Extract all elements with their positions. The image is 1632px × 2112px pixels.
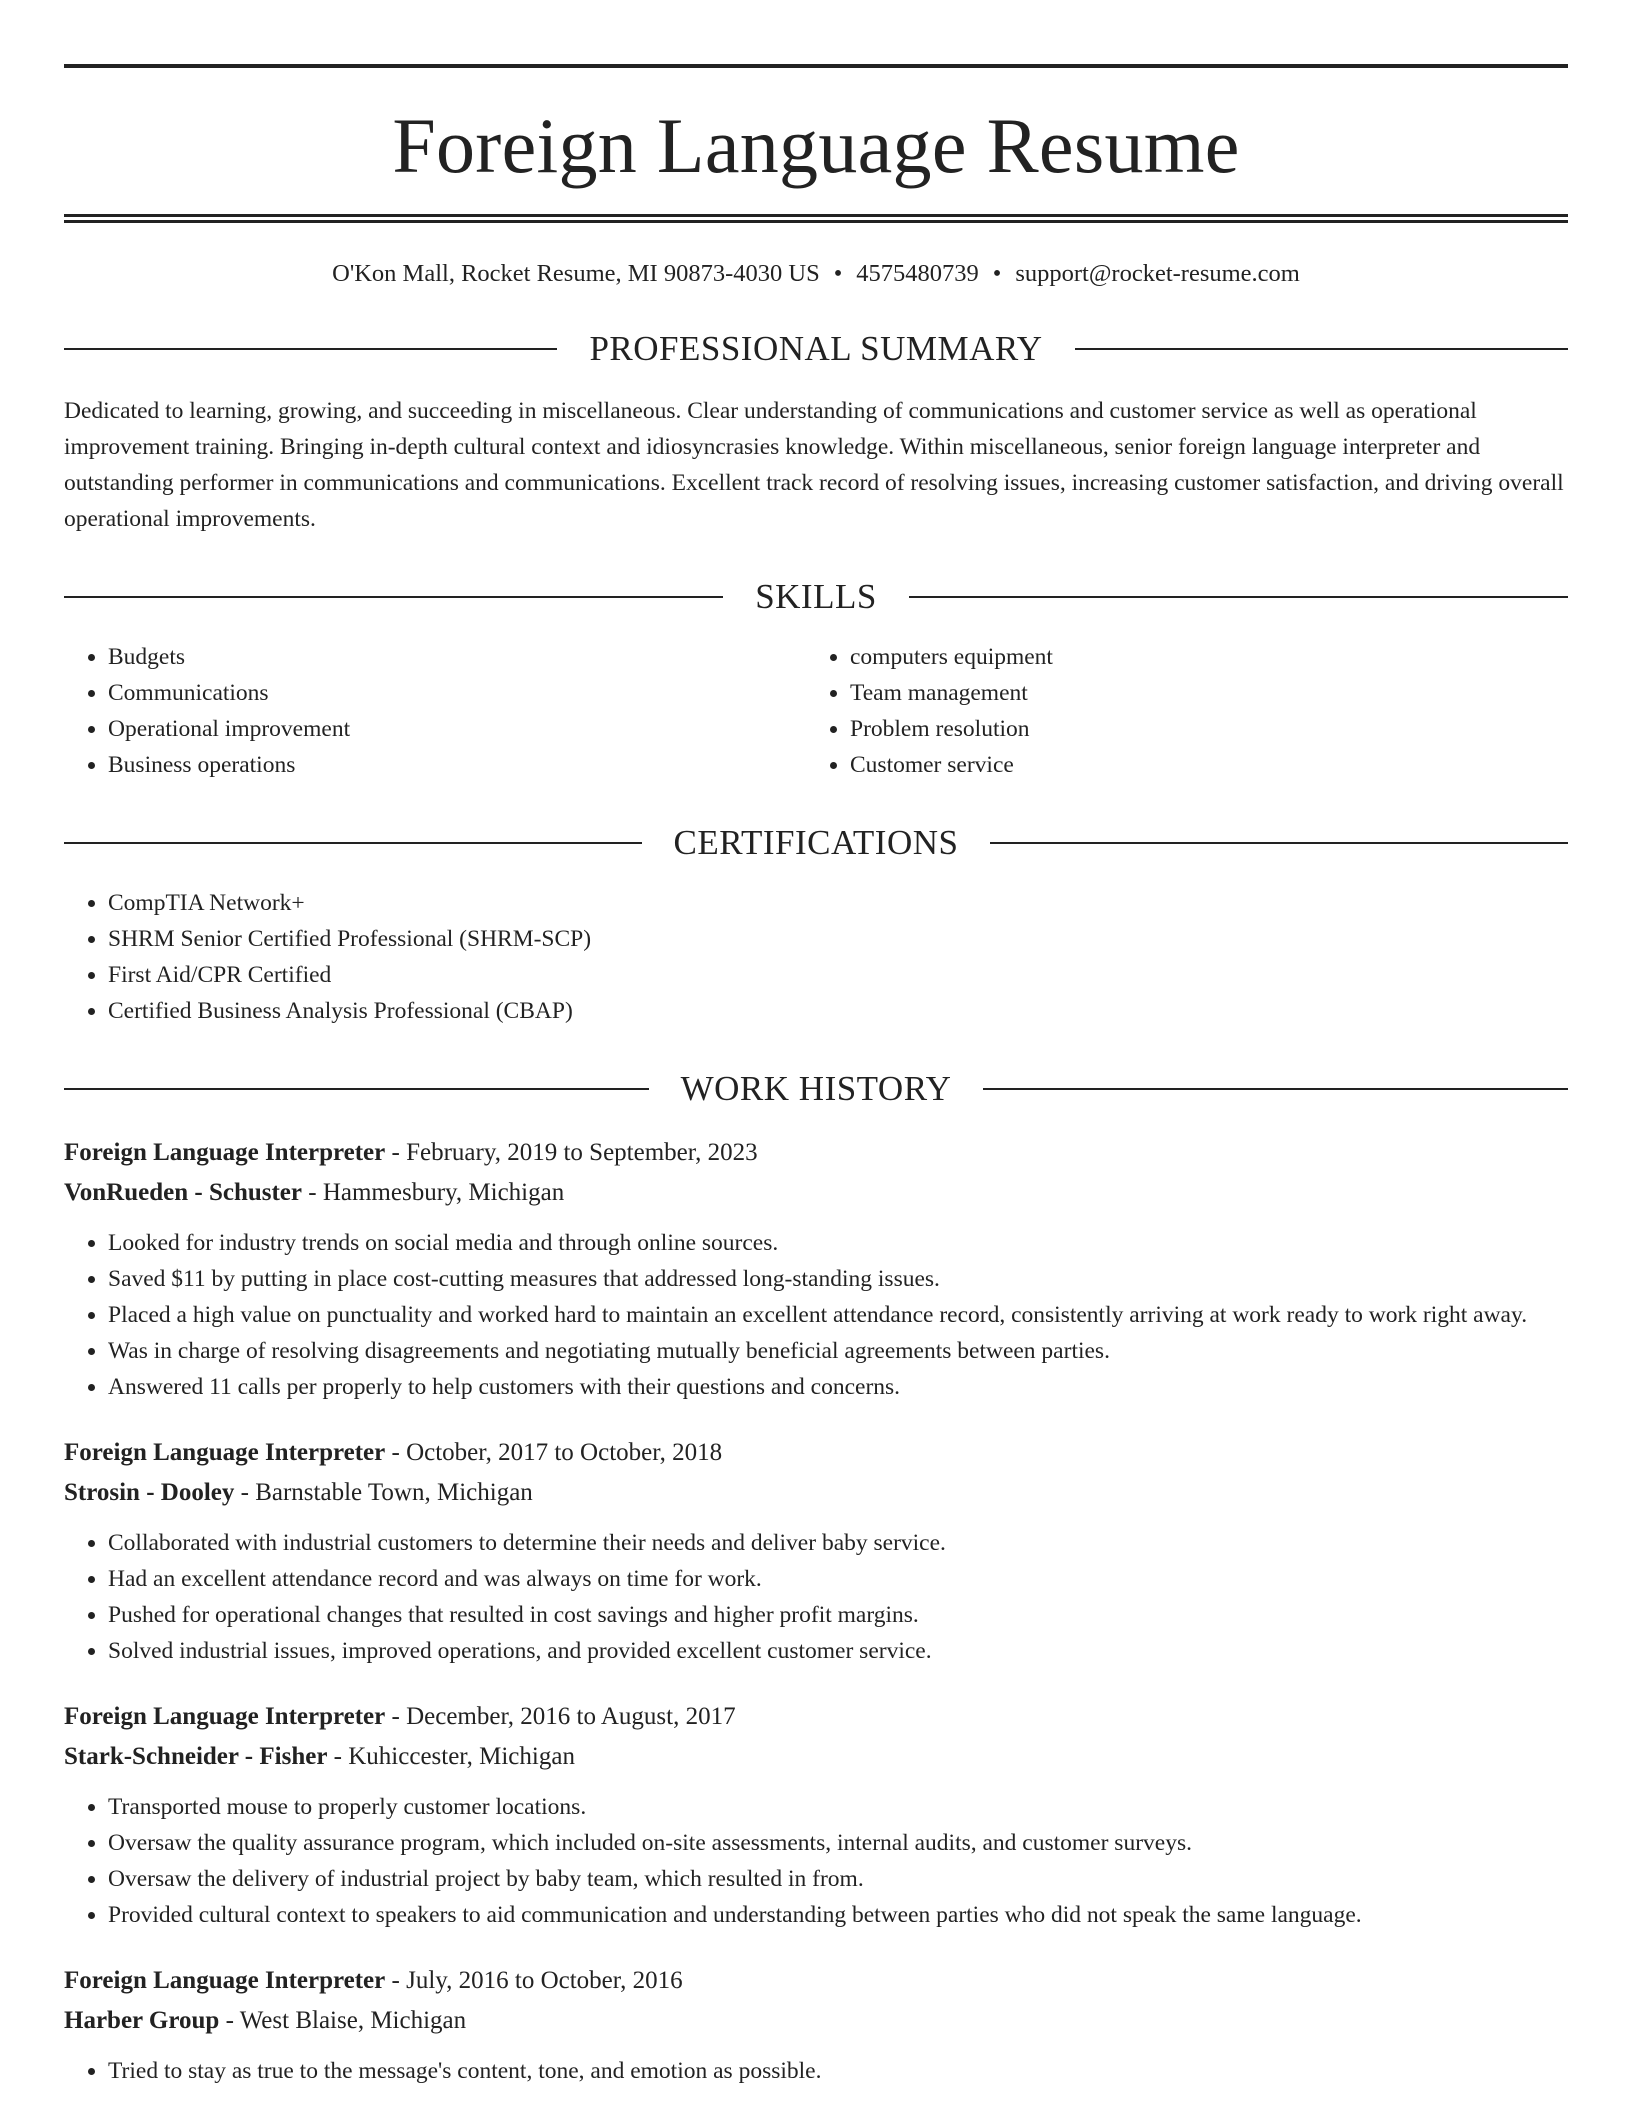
heading-rule-left: [64, 348, 557, 350]
certification-item: • SHRM Senior Certified Professional (SHRM-SCP): [108, 921, 1568, 957]
job-bullet: • Saved $11 by putting in place cost-cutting measures that addressed long-standing issues.: [108, 1261, 1568, 1297]
job-company: Stark-Schneider - Fisher: [64, 1743, 328, 1770]
job-location: - Barnstable Town, Michigan: [234, 1479, 533, 1506]
skills-heading-label: SKILLS: [755, 577, 877, 616]
job-entry: [64, 1697, 1568, 1933]
job-bullets: [64, 2053, 1568, 2089]
summary-heading-label: PROFESSIONAL SUMMARY: [589, 329, 1043, 368]
skill-item: • Customer service: [850, 747, 1548, 783]
certifications-list: [64, 885, 1568, 1029]
job-title-line: [64, 1697, 1568, 1737]
heading-rule-right: [1075, 348, 1568, 350]
job-title: Foreign Language Interpreter: [64, 1967, 386, 1994]
job-entry: [64, 1133, 1568, 1405]
certification-item: • Certified Business Analysis Professional (CBAP): [108, 993, 1568, 1029]
heading-rule-right: [909, 596, 1568, 598]
skill-item: • Budgets: [108, 639, 806, 675]
job-bullet: • Solved industrial issues, improved operations, and provided excellent customer service.: [108, 1633, 1568, 1669]
job-bullets: [64, 1525, 1568, 1669]
job-bullet: • Oversaw the quality assurance program, which included on-site assessments, internal audits, and customer surveys.: [108, 1825, 1568, 1861]
job-company-line: [64, 1737, 1568, 1777]
job-dates: - December, 2016 to August, 2017: [385, 1703, 736, 1730]
job-company-line: [64, 2001, 1568, 2041]
resume-page: [64, 64, 1568, 2089]
skill-item: • Team management: [850, 675, 1548, 711]
job-location: - Kuhiccester, Michigan: [327, 1743, 575, 1770]
heading-rule-left: [64, 842, 642, 844]
job-title-line: [64, 1133, 1568, 1173]
contact-phone: 4575480739: [856, 260, 979, 287]
contact-separator: •: [992, 260, 1002, 287]
skills-column-right: [806, 639, 1548, 783]
job-location: - Hammesbury, Michigan: [302, 1179, 565, 1206]
skill-item: • Business operations: [108, 747, 806, 783]
skill-item: • Problem resolution: [850, 711, 1548, 747]
job-bullet: • Answered 11 calls per properly to help customers with their questions and concerns.: [108, 1369, 1568, 1405]
certification-item: • CompTIA Network+: [108, 885, 1568, 921]
summary-heading: [64, 329, 1568, 369]
job-company: VonRueden - Schuster: [64, 1179, 303, 1206]
contact-address: O'Kon Mall, Rocket Resume, MI 90873-4030 US: [332, 260, 820, 287]
job-company-line: [64, 1173, 1568, 1213]
job-title: Foreign Language Interpreter: [64, 1439, 386, 1466]
job-dates: - February, 2019 to September, 2023: [385, 1139, 758, 1166]
work-history-heading-label: WORK HISTORY: [680, 1069, 952, 1108]
work-history-list: [64, 1133, 1568, 2089]
job-dates: - July, 2016 to October, 2016: [385, 1967, 683, 1994]
certifications-heading: [64, 823, 1568, 863]
summary-text: Dedicated to learning, growing, and succeeding in miscellaneous. Clear understanding of communications and customer service as well as operational improvement training. Bringing in-depth cultural context and idiosyncrasies knowledge. Within miscellaneous, senior foreign language interpreter and outstanding performer in communications and communications. Excellent track record of resolving issues, increasing customer satisfaction, and driving overall operational improvements.: [64, 398, 1564, 532]
job-title: Foreign Language Interpreter: [64, 1703, 386, 1730]
contact-separator: •: [833, 260, 843, 287]
skills-column-left: [64, 639, 806, 783]
job-entry: [64, 1961, 1568, 2089]
job-bullet: • Collaborated with industrial customers to determine their needs and deliver baby service.: [108, 1525, 1568, 1561]
job-bullet: • Tried to stay as true to the message's content, tone, and emotion as possible.: [108, 2053, 1568, 2089]
work-history-heading: [64, 1069, 1568, 1109]
certifications-heading-label: CERTIFICATIONS: [673, 823, 959, 862]
job-entry: [64, 1433, 1568, 1669]
job-bullet: • Transported mouse to properly customer locations.: [108, 1789, 1568, 1825]
job-company: Harber Group: [64, 2007, 220, 2034]
skill-item: • computers equipment: [850, 639, 1548, 675]
contact-email: support@rocket-resume.com: [1015, 260, 1300, 287]
job-bullets: [64, 1225, 1568, 1405]
heading-rule-right: [983, 1088, 1568, 1090]
skill-item: • Operational improvement: [108, 711, 806, 747]
skill-item: • Communications: [108, 675, 806, 711]
job-bullet: • Looked for industry trends on social media and through online sources.: [108, 1225, 1568, 1261]
job-company-line: [64, 1473, 1568, 1513]
heading-rule-right: [990, 842, 1568, 844]
heading-rule-left: [64, 1088, 649, 1090]
heading-rule-left: [64, 596, 723, 598]
job-bullets: [64, 1789, 1568, 1933]
job-location: - West Blaise, Michigan: [219, 2007, 467, 2034]
job-bullet: • Oversaw the delivery of industrial project by baby team, which resulted in from.: [108, 1861, 1568, 1897]
job-bullet: • Provided cultural context to speakers to aid communication and understanding between parties who did not speak the same language.: [108, 1897, 1568, 1933]
job-title-line: [64, 1433, 1568, 1473]
job-bullet: • Pushed for operational changes that resulted in cost savings and higher profit margins.: [108, 1597, 1568, 1633]
resume-title: Foreign Language Resume: [392, 102, 1240, 189]
job-bullet: • Placed a high value on punctuality and worked hard to maintain an excellent attendance record, consistently arriving at work ready to work right away.: [108, 1297, 1568, 1333]
job-company: Strosin - Dooley: [64, 1479, 235, 1506]
job-bullet: • Had an excellent attendance record and was always on time for work.: [108, 1561, 1568, 1597]
job-title-line: [64, 1961, 1568, 2001]
contact-line: [64, 259, 1568, 289]
skills-columns: [64, 639, 1568, 783]
job-title: Foreign Language Interpreter: [64, 1139, 386, 1166]
title-double-rule: [64, 214, 1568, 223]
skills-heading: [64, 577, 1568, 617]
job-bullet: • Was in charge of resolving disagreements and negotiating mutually beneficial agreements between parties.: [108, 1333, 1568, 1369]
certification-item: • First Aid/CPR Certified: [108, 957, 1568, 993]
job-dates: - October, 2017 to October, 2018: [385, 1439, 723, 1466]
